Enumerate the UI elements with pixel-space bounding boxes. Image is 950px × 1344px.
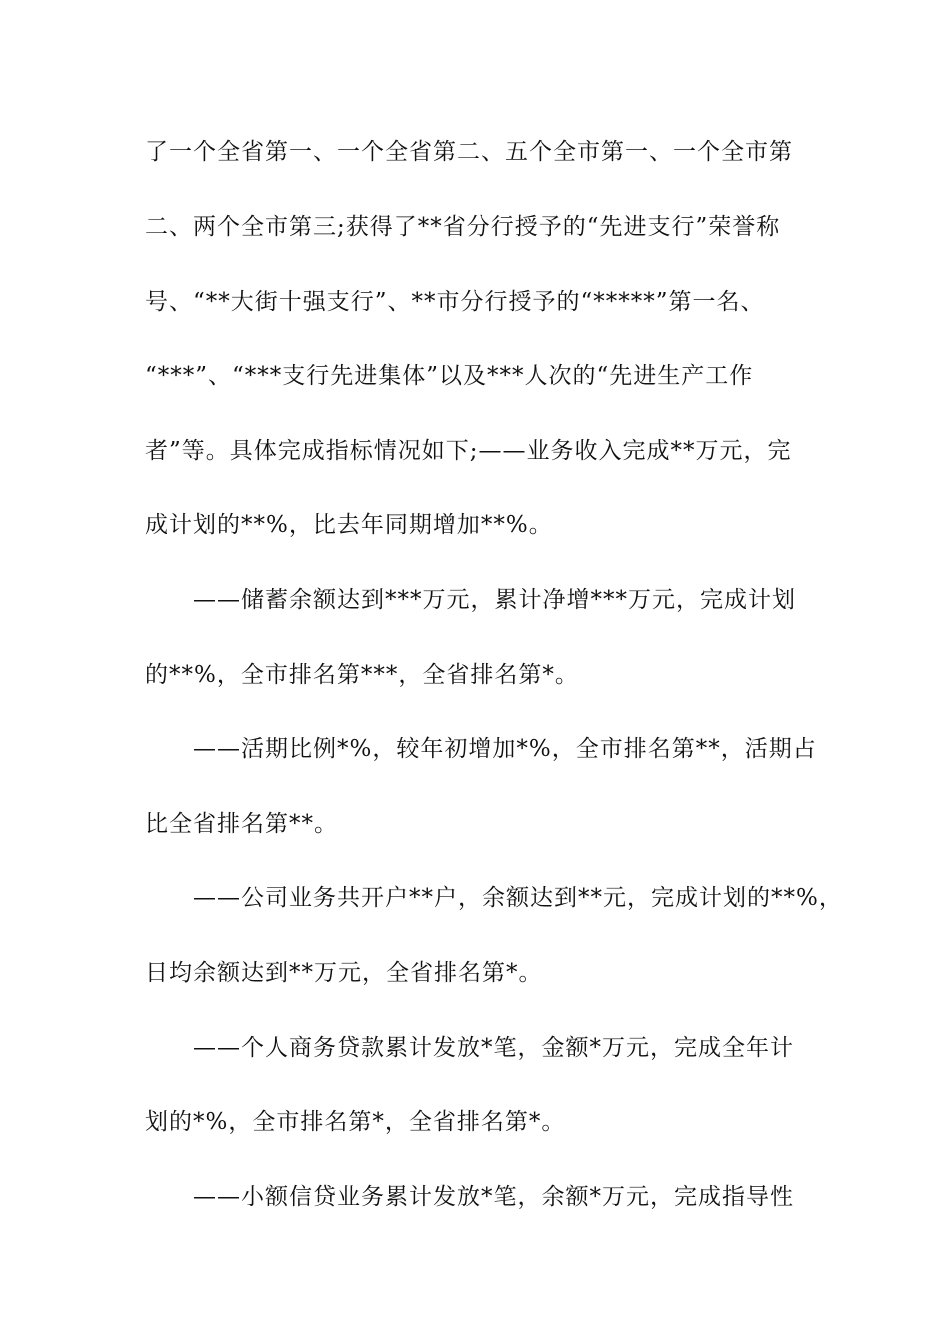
paragraph-first-line: ——小额信贷业务累计发放*笔，余额*万元，完成指导性 — [193, 1184, 794, 1210]
paragraph-first-line: ——活期比例*%，较年初增加*%，全市排名第**，活期占 — [193, 736, 817, 762]
text-line: 的**%，全市排名第***，全省排名第*。 — [145, 662, 579, 688]
text-line: 者”等。具体完成指标情况如下;——业务收入完成**万元，完 — [145, 438, 792, 464]
text-line: 二、两个全市第三;获得了**省分行授予的“先进支行”荣誉称 — [145, 214, 781, 240]
text-line: 成计划的**%，比去年同期增加**%。 — [145, 512, 553, 538]
text-line: 了一个全省第一、一个全省第二、五个全市第一、一个全市第 — [145, 139, 793, 165]
text-line: 比全省排名第**。 — [145, 811, 338, 837]
paragraph-first-line: ——储蓄余额达到***万元，累计净增***万元，完成计划 — [193, 587, 796, 613]
text-line: 划的*%，全市排名第*，全省排名第*。 — [145, 1109, 566, 1135]
text-line: 日均余额达到**万元，全省排名第*。 — [145, 960, 543, 986]
text-line: “***”、“***支行先进集体”以及***人次的“先进生产工作 — [145, 363, 754, 389]
paragraph-first-line: ——个人商务贷款累计发放*笔，金额*万元，完成全年计 — [193, 1035, 794, 1061]
text-line: 号、“**大街十强支行”、**市分行授予的“*****”第一名、 — [145, 289, 765, 315]
paragraph-first-line: ——公司业务共开户**户，余额达到**元，完成计划的**%， — [193, 885, 843, 911]
